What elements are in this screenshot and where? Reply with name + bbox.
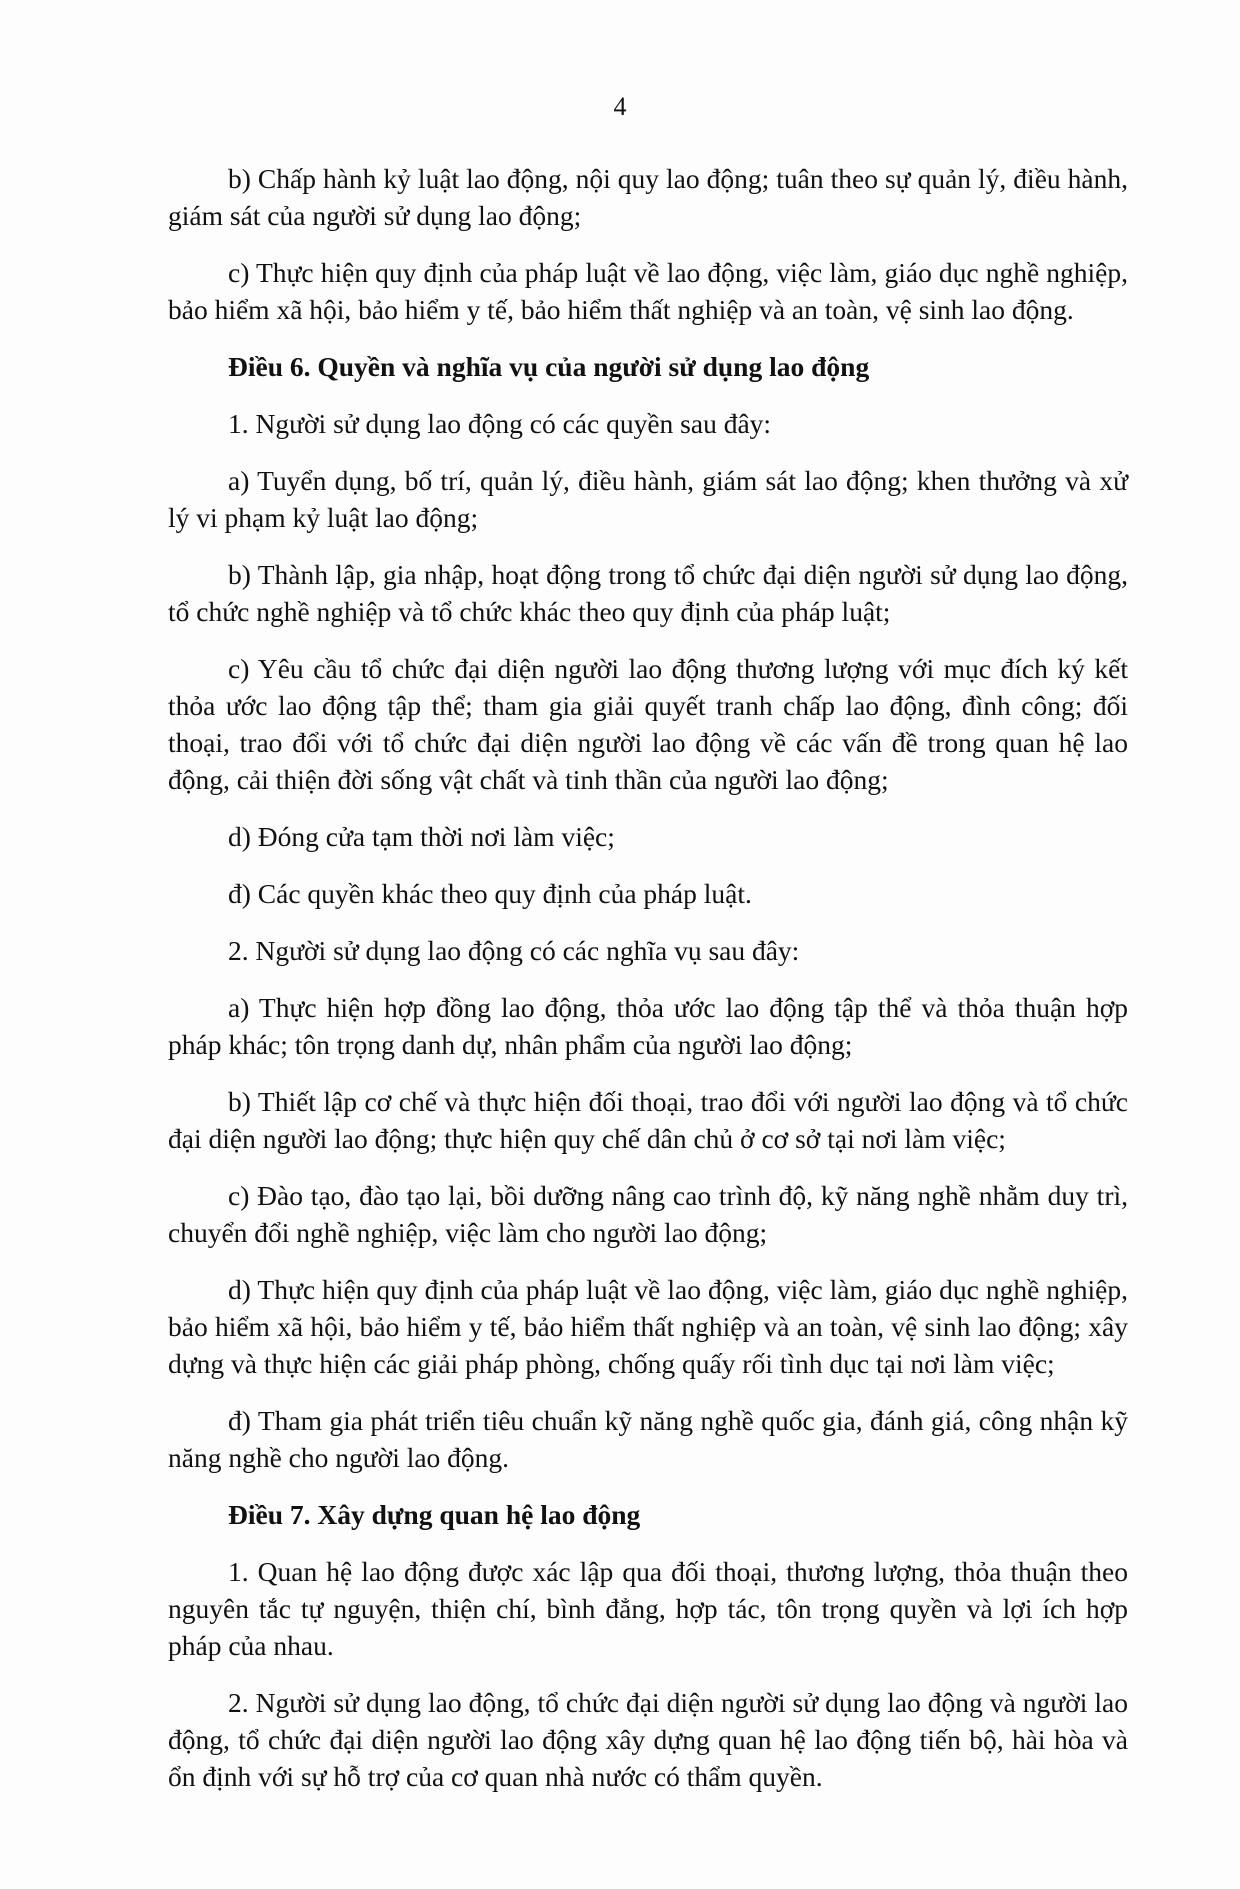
article-7-heading: Điều 7. Xây dựng quan hệ lao động — [228, 1499, 641, 1530]
page-number: 4 — [613, 92, 627, 121]
paragraph-7-1: 1. Quan hệ lao động được xác lập qua đối thoại, thương lượng, thỏa thuận theo nguyên tắc tự nguyện, thiện chí, bình đẳng, hợp tác, tôn trọng quyền và lợi ích hợp pháp của nhau. — [168, 1556, 1128, 1661]
article-6-heading: Điều 6. Quyền và nghĩa vụ của người sử dụng lao động — [228, 351, 870, 382]
paragraph-6-1b: b) Thành lập, gia nhập, hoạt động trong tổ chức đại diện người sử dụng lao động, tổ chức nghề nghiệp và tổ chức khác theo quy định của pháp luật; — [168, 559, 1128, 627]
paragraph-6-2dd: đ) Tham gia phát triển tiêu chuẩn kỹ năng nghề quốc gia, đánh giá, công nhận kỹ năng nghề cho người lao động. — [168, 1405, 1128, 1473]
paragraph-6-1: 1. Người sử dụng lao động có các quyền sau đây: — [228, 408, 772, 439]
paragraph-5b: b) Chấp hành kỷ luật lao động, nội quy lao động; tuân theo sự quản lý, điều hành, giám sát của người sử dụng lao động; — [168, 163, 1128, 231]
paragraph-6-2: 2. Người sử dụng lao động có các nghĩa vụ sau đây: — [228, 935, 800, 966]
document-body — [168, 160, 1128, 1815]
paragraph-7-2: 2. Người sử dụng lao động, tổ chức đại diện người sử dụng lao động và người lao động, tổ chức đại diện người lao động xây dựng quan hệ lao động tiến bộ, hài hòa và ổn định với sự hỗ trợ của cơ quan nhà nước có thẩm quyền. — [168, 1687, 1128, 1792]
paragraph-6-2a: a) Thực hiện hợp đồng lao động, thỏa ước lao động tập thể và thỏa thuận hợp pháp khác; tôn trọng danh dự, nhân phẩm của người lao động; — [168, 992, 1128, 1060]
paragraph-6-2d: d) Thực hiện quy định của pháp luật về lao động, việc làm, giáo dục nghề nghiệp, bảo hiểm xã hội, bảo hiểm y tế, bảo hiểm thất nghiệp và an toàn, vệ sinh lao động; xây dựng và thực hiện các giải pháp phòng, chống quấy rối tình dục tại nơi làm việc; — [168, 1274, 1128, 1379]
paragraph-6-1dd: đ) Các quyền khác theo quy định của pháp luật. — [228, 878, 752, 909]
paragraph-5c: c) Thực hiện quy định của pháp luật về lao động, việc làm, giáo dục nghề nghiệp, bảo hiểm xã hội, bảo hiểm y tế, bảo hiểm thất nghiệp và an toàn, vệ sinh lao động. — [168, 257, 1128, 325]
paragraph-6-1c: c) Yêu cầu tổ chức đại diện người lao động thương lượng với mục đích ký kết thỏa ước lao động tập thể; tham gia giải quyết tranh chấp lao động, đình công; đối thoại, trao đổi với tổ chức đại diện người lao động về các vấn đề trong quan hệ lao động, cải thiện đời sống vật chất và tinh thần của người lao động; — [168, 653, 1128, 795]
paragraph-6-1d: d) Đóng cửa tạm thời nơi làm việc; — [228, 821, 615, 852]
paragraph-6-2b: b) Thiết lập cơ chế và thực hiện đối thoại, trao đổi với người lao động và tổ chức đại diện người lao động; thực hiện quy chế dân chủ ở cơ sở tại nơi làm việc; — [168, 1086, 1128, 1154]
paragraph-6-1a: a) Tuyển dụng, bố trí, quản lý, điều hành, giám sát lao động; khen thưởng và xử lý vi phạm kỷ luật lao động; — [168, 465, 1128, 533]
paragraph-6-2c: c) Đào tạo, đào tạo lại, bồi dưỡng nâng cao trình độ, kỹ năng nghề nhằm duy trì, chuyển đổi nghề nghiệp, việc làm cho người lao động; — [168, 1180, 1128, 1248]
